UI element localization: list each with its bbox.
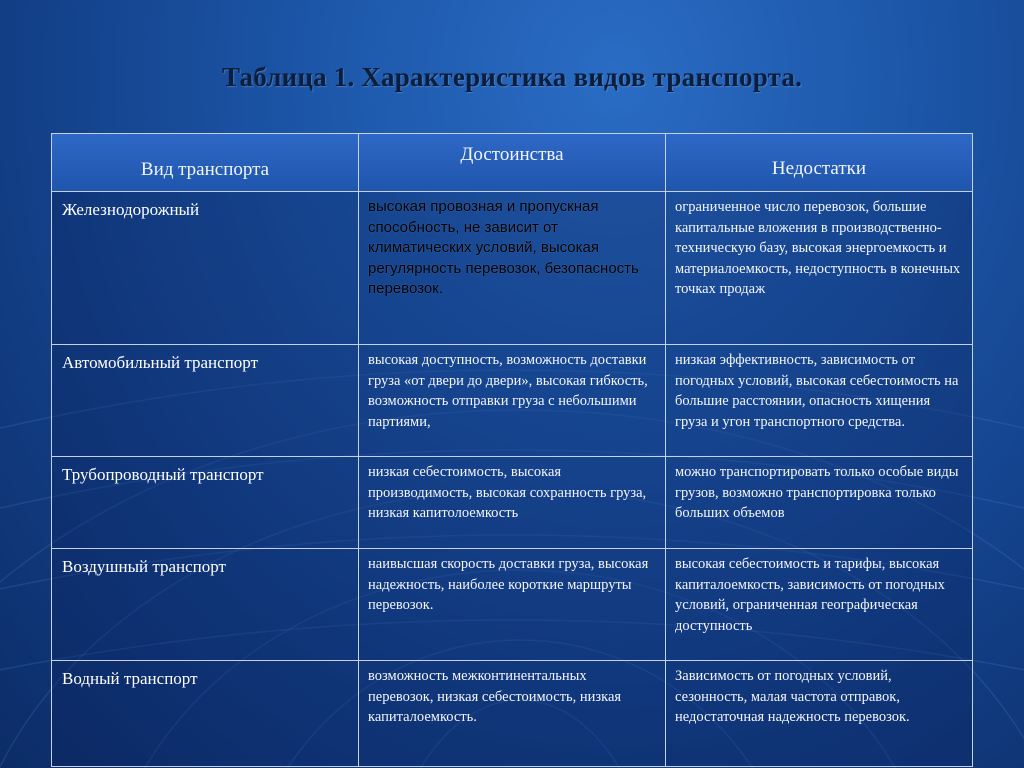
row-transport-type: Железнодорожный — [52, 192, 359, 345]
row-disadvantages: Зависимость от погодных условий, сезонность, малая частота отправок, недостаточная надежность перевозок. — [666, 661, 973, 767]
row-transport-type: Автомобильный транспорт — [52, 345, 359, 457]
row-disadvantages: низкая эффективность, зависимость от погодных условий, высокая себестоимость на большие расстоянии, опасность хищения груза и угон транспортного средства. — [666, 345, 973, 457]
row-transport-type: Трубопроводный транспорт — [52, 457, 359, 549]
row-advantages: низкая себестоимость, высокая производимость, высокая сохранность груза, низкая капитолоемкость — [359, 457, 666, 549]
transport-table — [51, 133, 973, 767]
slide-title: Таблица 1. Характеристика видов транспорта. — [221, 62, 803, 92]
table-row — [52, 661, 973, 767]
row-disadvantages: ограниченное число перевозок, большие капитальные вложения в производственно-техническую базу, высокая энергоемкость и материалоемкость, недоступность в конечных точках продаж — [666, 192, 973, 345]
row-advantages: наивысшая скорость доставки груза, высокая надежность, наиболее короткие маршруты перевозок. — [359, 549, 666, 661]
row-advantages: возможность межконтинентальных перевозок, низкая себестоимость, низкая капиталоемкость. — [359, 661, 666, 767]
table-row — [52, 345, 973, 457]
row-disadvantages: можно транспортировать только особые виды грузов, возможно транспортировка только больших объемов — [666, 457, 973, 549]
row-advantages: высокая провозная и пропускная способность, не зависит от климатических условий, высокая регулярность перевозок, безопасность перевозок. — [359, 192, 666, 345]
header-disadvantages: Недостатки — [666, 134, 973, 192]
header-advantages: Достоинства — [359, 134, 666, 192]
table-header-row — [52, 134, 973, 192]
header-transport-type: Вид транспорта — [52, 134, 359, 192]
table-row — [52, 192, 973, 345]
table-row — [52, 549, 973, 661]
row-disadvantages: высокая себестоимость и тарифы, высокая капиталоемкость, зависимость от погодных условий, ограниченная географическая доступность — [666, 549, 973, 661]
table-row — [52, 457, 973, 549]
row-transport-type: Водный транспорт — [52, 661, 359, 767]
row-advantages: высокая доступность, возможность доставки груза «от двери до двери», высокая гибкость, возможность отправки груза с небольшими партиями, — [359, 345, 666, 457]
row-transport-type: Воздушный транспорт — [52, 549, 359, 661]
